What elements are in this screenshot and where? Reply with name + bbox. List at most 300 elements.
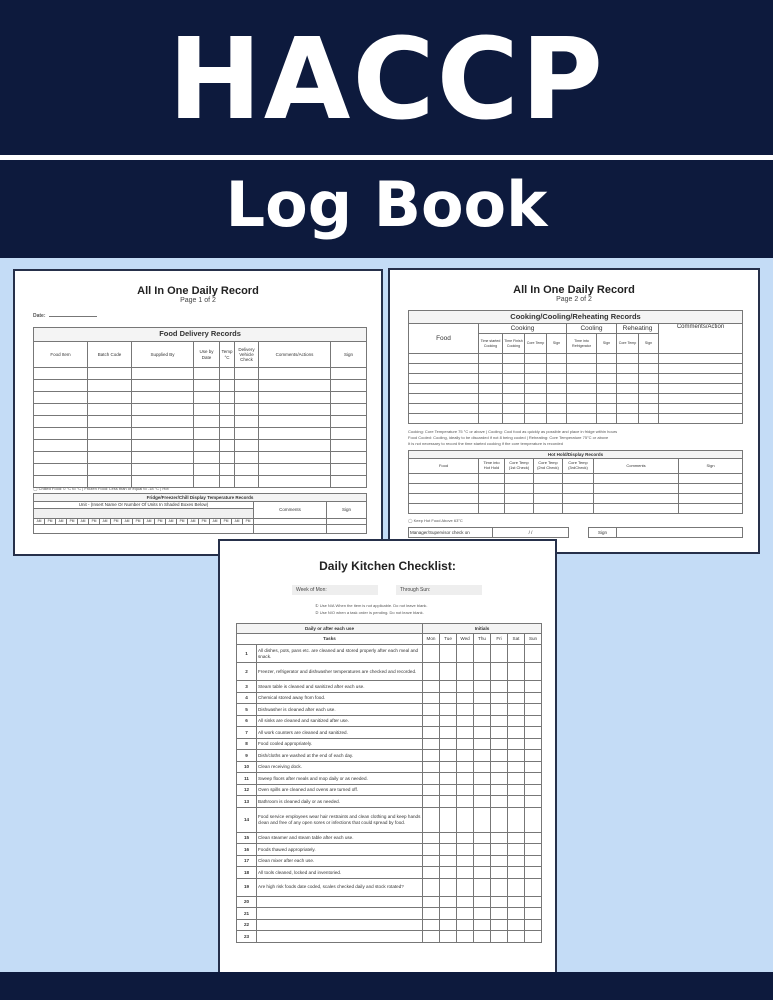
initials-cell[interactable] bbox=[525, 931, 542, 943]
initials-cell[interactable] bbox=[508, 919, 525, 931]
table-cell[interactable] bbox=[563, 504, 594, 514]
initials-cell[interactable] bbox=[491, 796, 508, 808]
initials-cell[interactable] bbox=[440, 878, 457, 896]
initials-cell[interactable] bbox=[474, 773, 491, 785]
initials-cell[interactable] bbox=[525, 908, 542, 920]
table-cell[interactable] bbox=[479, 484, 505, 494]
table-cell[interactable] bbox=[88, 380, 132, 392]
initials-cell[interactable] bbox=[525, 645, 542, 663]
initials-cell[interactable] bbox=[423, 908, 440, 920]
table-cell[interactable] bbox=[235, 464, 259, 476]
table-cell[interactable] bbox=[659, 404, 743, 414]
table-cell[interactable] bbox=[88, 392, 132, 404]
table-cell[interactable] bbox=[132, 392, 194, 404]
table-cell[interactable] bbox=[220, 416, 235, 428]
table-cell[interactable] bbox=[235, 440, 259, 452]
table-cell[interactable] bbox=[617, 404, 639, 414]
initials-cell[interactable] bbox=[440, 908, 457, 920]
initials-cell[interactable] bbox=[491, 738, 508, 750]
initials-cell[interactable] bbox=[525, 738, 542, 750]
initials-cell[interactable] bbox=[525, 704, 542, 716]
table-cell[interactable] bbox=[597, 364, 617, 374]
initials-cell[interactable] bbox=[525, 784, 542, 796]
initials-cell[interactable] bbox=[508, 878, 525, 896]
table-cell[interactable] bbox=[479, 404, 503, 414]
table-cell[interactable] bbox=[34, 428, 88, 440]
table-cell[interactable] bbox=[132, 452, 194, 464]
table-cell[interactable] bbox=[220, 452, 235, 464]
table-cell[interactable] bbox=[194, 440, 220, 452]
initials-cell[interactable] bbox=[508, 681, 525, 693]
table-cell[interactable] bbox=[534, 494, 563, 504]
table-cell[interactable] bbox=[617, 384, 639, 394]
table-cell[interactable] bbox=[409, 384, 479, 394]
initials-cell[interactable] bbox=[457, 715, 474, 727]
table-cell[interactable] bbox=[409, 354, 479, 364]
initials-cell[interactable] bbox=[474, 908, 491, 920]
table-cell[interactable] bbox=[597, 384, 617, 394]
initials-cell[interactable] bbox=[474, 878, 491, 896]
table-cell[interactable] bbox=[132, 404, 194, 416]
initials-cell[interactable] bbox=[525, 727, 542, 739]
table-cell[interactable] bbox=[659, 354, 743, 364]
table-cell[interactable] bbox=[567, 414, 597, 424]
initials-cell[interactable] bbox=[508, 715, 525, 727]
table-cell[interactable] bbox=[331, 428, 367, 440]
initials-cell[interactable] bbox=[525, 896, 542, 908]
initials-cell[interactable] bbox=[508, 692, 525, 704]
initials-cell[interactable] bbox=[423, 750, 440, 762]
table-cell[interactable] bbox=[235, 404, 259, 416]
initials-cell[interactable] bbox=[457, 844, 474, 856]
table-cell[interactable] bbox=[659, 364, 743, 374]
initials-cell[interactable] bbox=[440, 645, 457, 663]
table-cell[interactable] bbox=[235, 476, 259, 488]
initials-cell[interactable] bbox=[440, 855, 457, 867]
initials-cell[interactable] bbox=[491, 773, 508, 785]
table-cell[interactable] bbox=[194, 368, 220, 380]
table-cell[interactable] bbox=[479, 364, 503, 374]
initials-cell[interactable] bbox=[525, 761, 542, 773]
initials-cell[interactable] bbox=[474, 855, 491, 867]
initials-cell[interactable] bbox=[423, 681, 440, 693]
initials-cell[interactable] bbox=[491, 867, 508, 879]
table-cell[interactable] bbox=[194, 452, 220, 464]
initials-cell[interactable] bbox=[508, 896, 525, 908]
table-cell[interactable] bbox=[567, 394, 597, 404]
initials-cell[interactable] bbox=[423, 738, 440, 750]
table-cell[interactable] bbox=[132, 368, 194, 380]
table-cell[interactable] bbox=[503, 404, 525, 414]
table-cell[interactable] bbox=[34, 368, 88, 380]
initials-cell[interactable] bbox=[491, 750, 508, 762]
table-cell[interactable] bbox=[88, 404, 132, 416]
table-cell[interactable] bbox=[479, 354, 503, 364]
table-cell[interactable] bbox=[659, 384, 743, 394]
initials-cell[interactable] bbox=[423, 855, 440, 867]
table-cell[interactable] bbox=[505, 474, 534, 484]
initials-cell[interactable] bbox=[508, 807, 525, 832]
initials-cell[interactable] bbox=[491, 704, 508, 716]
initials-cell[interactable] bbox=[508, 908, 525, 920]
initials-cell[interactable] bbox=[457, 908, 474, 920]
initials-cell[interactable] bbox=[474, 704, 491, 716]
initials-cell[interactable] bbox=[423, 878, 440, 896]
table-cell[interactable] bbox=[259, 404, 331, 416]
table-cell[interactable] bbox=[409, 414, 479, 424]
table-cell[interactable] bbox=[259, 380, 331, 392]
initials-cell[interactable] bbox=[440, 784, 457, 796]
table-cell[interactable] bbox=[259, 416, 331, 428]
initials-cell[interactable] bbox=[491, 878, 508, 896]
table-cell[interactable] bbox=[503, 374, 525, 384]
table-cell[interactable] bbox=[617, 394, 639, 404]
table-cell[interactable] bbox=[563, 494, 594, 504]
table-cell[interactable] bbox=[194, 476, 220, 488]
table-cell[interactable] bbox=[563, 474, 594, 484]
initials-cell[interactable] bbox=[457, 931, 474, 943]
initials-cell[interactable] bbox=[491, 908, 508, 920]
table-cell[interactable] bbox=[567, 364, 597, 374]
initials-cell[interactable] bbox=[440, 832, 457, 844]
initials-cell[interactable] bbox=[525, 715, 542, 727]
table-cell[interactable] bbox=[639, 374, 659, 384]
initials-cell[interactable] bbox=[525, 663, 542, 681]
initials-cell[interactable] bbox=[423, 704, 440, 716]
initials-cell[interactable] bbox=[457, 896, 474, 908]
table-cell[interactable] bbox=[525, 384, 547, 394]
table-cell[interactable] bbox=[34, 440, 88, 452]
initials-cell[interactable] bbox=[474, 681, 491, 693]
initials-cell[interactable] bbox=[457, 784, 474, 796]
initials-cell[interactable] bbox=[508, 663, 525, 681]
table-cell[interactable] bbox=[132, 428, 194, 440]
initials-cell[interactable] bbox=[474, 692, 491, 704]
initials-cell[interactable] bbox=[474, 645, 491, 663]
initials-cell[interactable] bbox=[423, 773, 440, 785]
table-cell[interactable] bbox=[659, 414, 743, 424]
table-cell[interactable] bbox=[534, 484, 563, 494]
initials-cell[interactable] bbox=[508, 750, 525, 762]
table-cell[interactable] bbox=[639, 414, 659, 424]
initials-cell[interactable] bbox=[491, 727, 508, 739]
table-cell[interactable] bbox=[220, 380, 235, 392]
table-cell[interactable] bbox=[34, 416, 88, 428]
table-cell[interactable] bbox=[479, 394, 503, 404]
initials-cell[interactable] bbox=[440, 715, 457, 727]
initials-cell[interactable] bbox=[457, 738, 474, 750]
initials-cell[interactable] bbox=[457, 807, 474, 832]
initials-cell[interactable] bbox=[440, 663, 457, 681]
table-cell[interactable] bbox=[534, 474, 563, 484]
table-cell[interactable] bbox=[220, 392, 235, 404]
initials-cell[interactable] bbox=[474, 844, 491, 856]
table-cell[interactable] bbox=[597, 394, 617, 404]
table-cell[interactable] bbox=[547, 404, 567, 414]
initials-cell[interactable] bbox=[525, 855, 542, 867]
table-cell[interactable] bbox=[235, 416, 259, 428]
initials-cell[interactable] bbox=[491, 692, 508, 704]
table-cell[interactable] bbox=[659, 394, 743, 404]
table-cell[interactable] bbox=[220, 476, 235, 488]
table-cell[interactable] bbox=[505, 484, 534, 494]
table-cell[interactable] bbox=[479, 384, 503, 394]
table-cell[interactable] bbox=[132, 440, 194, 452]
table-cell[interactable] bbox=[409, 494, 479, 504]
initials-cell[interactable] bbox=[440, 931, 457, 943]
table-cell[interactable] bbox=[639, 364, 659, 374]
initials-cell[interactable] bbox=[474, 738, 491, 750]
table-cell[interactable] bbox=[525, 364, 547, 374]
table-cell[interactable] bbox=[505, 504, 534, 514]
initials-cell[interactable] bbox=[491, 715, 508, 727]
initials-cell[interactable] bbox=[440, 807, 457, 832]
initials-cell[interactable] bbox=[457, 919, 474, 931]
table-cell[interactable] bbox=[88, 368, 132, 380]
table-cell[interactable] bbox=[409, 394, 479, 404]
initials-cell[interactable] bbox=[440, 738, 457, 750]
table-cell[interactable] bbox=[88, 428, 132, 440]
initials-cell[interactable] bbox=[508, 832, 525, 844]
table-cell[interactable] bbox=[132, 464, 194, 476]
table-cell[interactable] bbox=[331, 440, 367, 452]
table-cell[interactable] bbox=[132, 416, 194, 428]
table-cell[interactable] bbox=[639, 394, 659, 404]
table-cell[interactable] bbox=[547, 354, 567, 364]
initials-cell[interactable] bbox=[440, 727, 457, 739]
table-cell[interactable] bbox=[88, 440, 132, 452]
initials-cell[interactable] bbox=[423, 807, 440, 832]
initials-cell[interactable] bbox=[474, 832, 491, 844]
initials-cell[interactable] bbox=[423, 844, 440, 856]
initials-cell[interactable] bbox=[525, 773, 542, 785]
table-cell[interactable] bbox=[679, 484, 743, 494]
table-cell[interactable] bbox=[132, 380, 194, 392]
initials-cell[interactable] bbox=[457, 663, 474, 681]
table-cell[interactable] bbox=[534, 504, 563, 514]
table-cell[interactable] bbox=[594, 484, 679, 494]
initials-cell[interactable] bbox=[423, 784, 440, 796]
initials-cell[interactable] bbox=[474, 896, 491, 908]
initials-cell[interactable] bbox=[474, 784, 491, 796]
initials-cell[interactable] bbox=[423, 663, 440, 681]
initials-cell[interactable] bbox=[474, 807, 491, 832]
table-cell[interactable] bbox=[503, 384, 525, 394]
table-cell[interactable] bbox=[525, 404, 547, 414]
initials-cell[interactable] bbox=[491, 844, 508, 856]
table-cell[interactable] bbox=[409, 374, 479, 384]
table-cell[interactable] bbox=[547, 394, 567, 404]
initials-cell[interactable] bbox=[457, 727, 474, 739]
initials-cell[interactable] bbox=[474, 919, 491, 931]
table-cell[interactable] bbox=[34, 404, 88, 416]
table-cell[interactable] bbox=[594, 504, 679, 514]
table-cell[interactable] bbox=[34, 464, 88, 476]
table-cell[interactable] bbox=[597, 414, 617, 424]
initials-cell[interactable] bbox=[508, 796, 525, 808]
initials-cell[interactable] bbox=[525, 807, 542, 832]
initials-cell[interactable] bbox=[457, 681, 474, 693]
initials-cell[interactable] bbox=[440, 773, 457, 785]
table-cell[interactable] bbox=[597, 354, 617, 364]
table-cell[interactable] bbox=[525, 374, 547, 384]
table-cell[interactable] bbox=[679, 504, 743, 514]
table-cell[interactable] bbox=[479, 494, 505, 504]
table-cell[interactable] bbox=[88, 416, 132, 428]
table-cell[interactable] bbox=[409, 504, 479, 514]
table-cell[interactable] bbox=[259, 464, 331, 476]
initials-cell[interactable] bbox=[525, 796, 542, 808]
table-cell[interactable] bbox=[259, 452, 331, 464]
table-cell[interactable] bbox=[479, 504, 505, 514]
table-cell[interactable] bbox=[331, 476, 367, 488]
table-cell[interactable] bbox=[34, 392, 88, 404]
initials-cell[interactable] bbox=[525, 832, 542, 844]
table-cell[interactable] bbox=[503, 414, 525, 424]
initials-cell[interactable] bbox=[440, 704, 457, 716]
initials-cell[interactable] bbox=[491, 931, 508, 943]
table-cell[interactable] bbox=[479, 474, 505, 484]
table-cell[interactable] bbox=[594, 474, 679, 484]
initials-cell[interactable] bbox=[491, 896, 508, 908]
table-cell[interactable] bbox=[597, 404, 617, 414]
table-cell[interactable] bbox=[679, 474, 743, 484]
table-cell[interactable] bbox=[235, 392, 259, 404]
table-cell[interactable] bbox=[220, 464, 235, 476]
initials-cell[interactable] bbox=[491, 855, 508, 867]
table-cell[interactable] bbox=[547, 364, 567, 374]
initials-cell[interactable] bbox=[525, 919, 542, 931]
table-cell[interactable] bbox=[194, 428, 220, 440]
initials-cell[interactable] bbox=[491, 761, 508, 773]
initials-cell[interactable] bbox=[457, 704, 474, 716]
initials-cell[interactable] bbox=[457, 692, 474, 704]
table-cell[interactable] bbox=[547, 384, 567, 394]
table-cell[interactable] bbox=[563, 484, 594, 494]
table-cell[interactable] bbox=[409, 364, 479, 374]
table-cell[interactable] bbox=[597, 374, 617, 384]
initials-cell[interactable] bbox=[457, 773, 474, 785]
table-cell[interactable] bbox=[503, 364, 525, 374]
table-cell[interactable] bbox=[331, 416, 367, 428]
initials-cell[interactable] bbox=[457, 645, 474, 663]
table-cell[interactable] bbox=[659, 374, 743, 384]
table-cell[interactable] bbox=[525, 394, 547, 404]
initials-cell[interactable] bbox=[508, 645, 525, 663]
table-cell[interactable] bbox=[259, 368, 331, 380]
initials-cell[interactable] bbox=[423, 727, 440, 739]
table-cell[interactable] bbox=[567, 354, 597, 364]
initials-cell[interactable] bbox=[440, 844, 457, 856]
table-cell[interactable] bbox=[567, 374, 597, 384]
initials-cell[interactable] bbox=[423, 715, 440, 727]
table-cell[interactable] bbox=[503, 354, 525, 364]
initials-cell[interactable] bbox=[423, 761, 440, 773]
initials-cell[interactable] bbox=[457, 796, 474, 808]
initials-cell[interactable] bbox=[525, 681, 542, 693]
table-cell[interactable] bbox=[617, 364, 639, 374]
initials-cell[interactable] bbox=[491, 681, 508, 693]
table-cell[interactable] bbox=[331, 452, 367, 464]
initials-cell[interactable] bbox=[508, 867, 525, 879]
table-cell[interactable] bbox=[194, 404, 220, 416]
initials-cell[interactable] bbox=[423, 867, 440, 879]
table-cell[interactable] bbox=[331, 392, 367, 404]
table-cell[interactable] bbox=[567, 384, 597, 394]
table-cell[interactable] bbox=[331, 404, 367, 416]
table-cell[interactable] bbox=[220, 404, 235, 416]
table-cell[interactable] bbox=[194, 464, 220, 476]
table-cell[interactable] bbox=[479, 374, 503, 384]
table-cell[interactable] bbox=[235, 368, 259, 380]
initials-cell[interactable] bbox=[440, 681, 457, 693]
initials-cell[interactable] bbox=[440, 919, 457, 931]
initials-cell[interactable] bbox=[491, 645, 508, 663]
table-cell[interactable] bbox=[617, 414, 639, 424]
table-cell[interactable] bbox=[220, 440, 235, 452]
initials-cell[interactable] bbox=[491, 919, 508, 931]
initials-cell[interactable] bbox=[440, 692, 457, 704]
initials-cell[interactable] bbox=[457, 878, 474, 896]
initials-cell[interactable] bbox=[474, 796, 491, 808]
initials-cell[interactable] bbox=[474, 750, 491, 762]
initials-cell[interactable] bbox=[474, 715, 491, 727]
table-cell[interactable] bbox=[679, 494, 743, 504]
initials-cell[interactable] bbox=[474, 931, 491, 943]
table-cell[interactable] bbox=[259, 476, 331, 488]
initials-cell[interactable] bbox=[440, 896, 457, 908]
table-cell[interactable] bbox=[331, 464, 367, 476]
initials-cell[interactable] bbox=[457, 761, 474, 773]
table-cell[interactable] bbox=[235, 452, 259, 464]
table-cell[interactable] bbox=[259, 428, 331, 440]
table-cell[interactable] bbox=[525, 414, 547, 424]
table-cell[interactable] bbox=[34, 380, 88, 392]
initials-cell[interactable] bbox=[423, 832, 440, 844]
table-cell[interactable] bbox=[547, 414, 567, 424]
initials-cell[interactable] bbox=[525, 692, 542, 704]
table-cell[interactable] bbox=[617, 374, 639, 384]
table-cell[interactable] bbox=[409, 404, 479, 414]
table-cell[interactable] bbox=[88, 464, 132, 476]
initials-cell[interactable] bbox=[423, 931, 440, 943]
table-cell[interactable] bbox=[594, 494, 679, 504]
initials-cell[interactable] bbox=[474, 727, 491, 739]
initials-cell[interactable] bbox=[508, 931, 525, 943]
initials-cell[interactable] bbox=[474, 867, 491, 879]
initials-cell[interactable] bbox=[508, 727, 525, 739]
table-cell[interactable] bbox=[639, 384, 659, 394]
table-cell[interactable] bbox=[235, 380, 259, 392]
initials-cell[interactable] bbox=[508, 704, 525, 716]
table-cell[interactable] bbox=[547, 374, 567, 384]
initials-cell[interactable] bbox=[508, 844, 525, 856]
table-cell[interactable] bbox=[503, 394, 525, 404]
initials-cell[interactable] bbox=[508, 738, 525, 750]
table-cell[interactable] bbox=[331, 380, 367, 392]
initials-cell[interactable] bbox=[440, 750, 457, 762]
initials-cell[interactable] bbox=[423, 645, 440, 663]
initials-cell[interactable] bbox=[508, 761, 525, 773]
initials-cell[interactable] bbox=[457, 855, 474, 867]
table-cell[interactable] bbox=[409, 484, 479, 494]
table-cell[interactable] bbox=[505, 494, 534, 504]
initials-cell[interactable] bbox=[457, 832, 474, 844]
table-cell[interactable] bbox=[567, 404, 597, 414]
initials-cell[interactable] bbox=[440, 867, 457, 879]
table-cell[interactable] bbox=[639, 354, 659, 364]
initials-cell[interactable] bbox=[423, 896, 440, 908]
